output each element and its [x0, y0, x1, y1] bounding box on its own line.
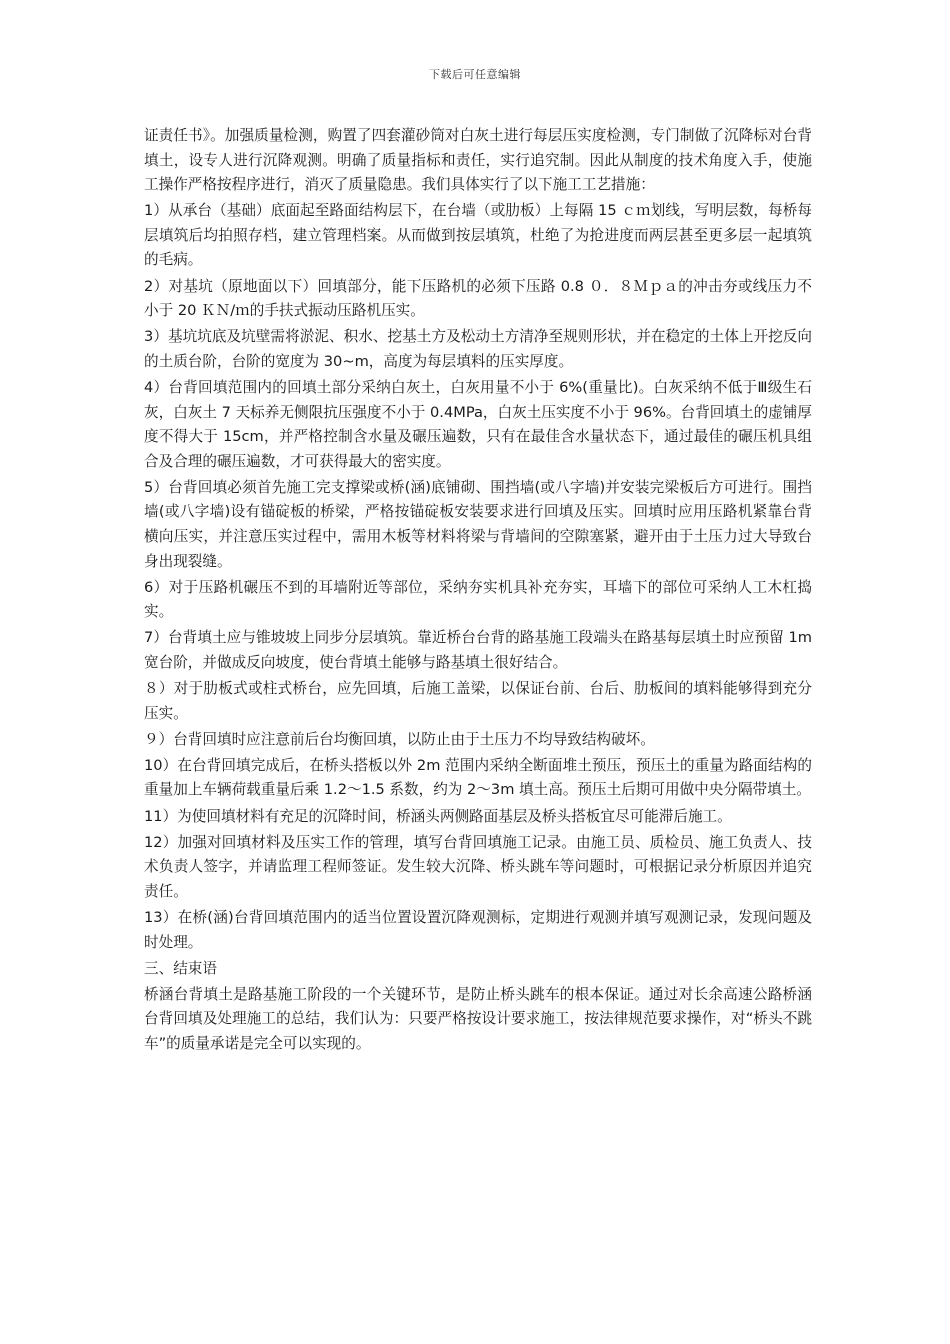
- document-body: [144, 124, 812, 1056]
- paragraph-step-7: 7）台背填土应与锥坡坡上同步分层填筑。靠近桥台台背的路基施工段端头在路基每层填土时应预留 1m 宽台阶，并做成反向坡度，使台背填土能够与路基填土很好结合。: [144, 629, 812, 671]
- page-header: 下载后可任意编辑: [429, 68, 521, 81]
- paragraph-intro: 证责任书》。加强质量检测，购置了四套灌砂筒对白灰土进行每层压实度检测，专门制做了沉降标对台背填土，设专人进行沉降观测。明确了质量指标和责任，实行追究制。因此从制度的技术角度入手，使施工操作严格按程序进行，消灭了质量隐患。我们具体实行了以下施工工艺措施：: [144, 127, 812, 194]
- paragraph-step-2: 2）对基坑（原地面以下）回填部分，能下压路机的必须下压路 0.8 ０．８Ｍｐａ的冲击夯或线压力不小于 20 ＫＮ/ｍ的手扶式振动压路机压实。: [144, 277, 812, 320]
- paragraph-step-10: 10）在台背回填完成后，在桥头搭板以外 2m 范围内采纳全断面堆土预压，预压土的重量为路面结构的重量加上车辆荷载重量后乘 1.2～1.5 系数，约为 2～3m 填土高。预压土后期可用做中央分隔带填土。: [144, 756, 812, 799]
- paragraph-step-9: ９）台背回填时应注意前后台均衡回填，以防止由于土压力不均导致结构破坏。: [144, 730, 655, 748]
- paragraph-step-4: 4）台背回填范围内的回填土部分采纳白灰土，白灰用量不小于 6%(重量比)。白灰采纳不低于Ⅲ级生石灰，白灰土 7 天标养无侧限抗压强度不小于 0.4MPa，白灰土压实度不小于 96%。台背回填土的虚铺厚度不得大于 15cm，并严格控制含水量及碾压遍数，只有在最佳含水量状态下，通过最佳的碾压机具组合及合理的碾压遍数，才可获得最大的密实度。: [144, 378, 812, 470]
- paragraph-step-13: 13）在桥(涵)台背回填范围内的适当位置设置沉降观测标，定期进行观测并填写观测记录，发现问题及时处理。: [144, 908, 812, 951]
- paragraph-step-3: 3）基坑坑底及坑壁需将淤泥、积水、挖基土方及松动土方清净至规则形状，并在稳定的土体上开挖反向的土质台阶，台阶的宽度为 30~m，高度为每层填料的压实厚度。: [144, 328, 812, 370]
- section-heading-conclusion: 三、结束语: [144, 959, 217, 977]
- paragraph-step-6: 6）对于压路机碾压不到的耳墙附近等部位，采纳夯实机具补充夯实，耳墙下的部位可采纳人工木杠捣实。: [144, 578, 812, 621]
- paragraph-step-8: ８）对于肋板式或柱式桥台，应先回填，后施工盖梁，以保证台前、台后、肋板间的填料能够得到充分压实。: [144, 680, 812, 722]
- paragraph-step-11: 11）为使回填材料有充足的沉降时间，桥涵头两侧路面基层及桥头搭板宜尽可能滞后施工。: [144, 807, 732, 825]
- paragraph-step-1: 1）从承台（基础）底面起至路面结构层下，在台墙（或肋板）上每隔 15 ｃｍ划线，写明层数，每桥每层填筑后均拍照存档，建立管理档案。从而做到按层填筑，杜绝了为抢进度而两层甚至更多层一起填筑的毛病。: [144, 202, 812, 269]
- paragraph-conclusion: 桥涵台背填土是路基施工阶段的一个关键环节，是防止桥头跳车的根本保证。通过对长余高速公路桥涵台背回填及处理施工的总结，我们认为：只要严格按设计要求施工，按法律规范要求操作，对“桥头不跳车”的质量承诺是完全可以实现的。: [144, 985, 812, 1052]
- paragraph-step-12: 12）加强对回填材料及压实工作的管理，填写台背回填施工记录。由施工员、质检员、施工负责人、技术负责人签字，并请监理工程师签证。发生较大沉降、桥头跳车等问题时，可根据记录分析原因并追究责任。: [144, 833, 812, 900]
- paragraph-step-5: 5）台背回填必须首先施工完支撑梁或桥(涵)底铺砌、围挡墙(或八字墙)并安装完梁板后方可进行。围挡墙(或八字墙)设有锚碇板的桥梁，严格按锚碇板安装要求进行回填及压实。回填时应用压路机紧靠台背横向压实，并注意压实过程中，需用木板等材料将梁与背墙间的空隙塞紧，避开由于土压力过大导致台身出现裂缝。: [144, 478, 812, 570]
